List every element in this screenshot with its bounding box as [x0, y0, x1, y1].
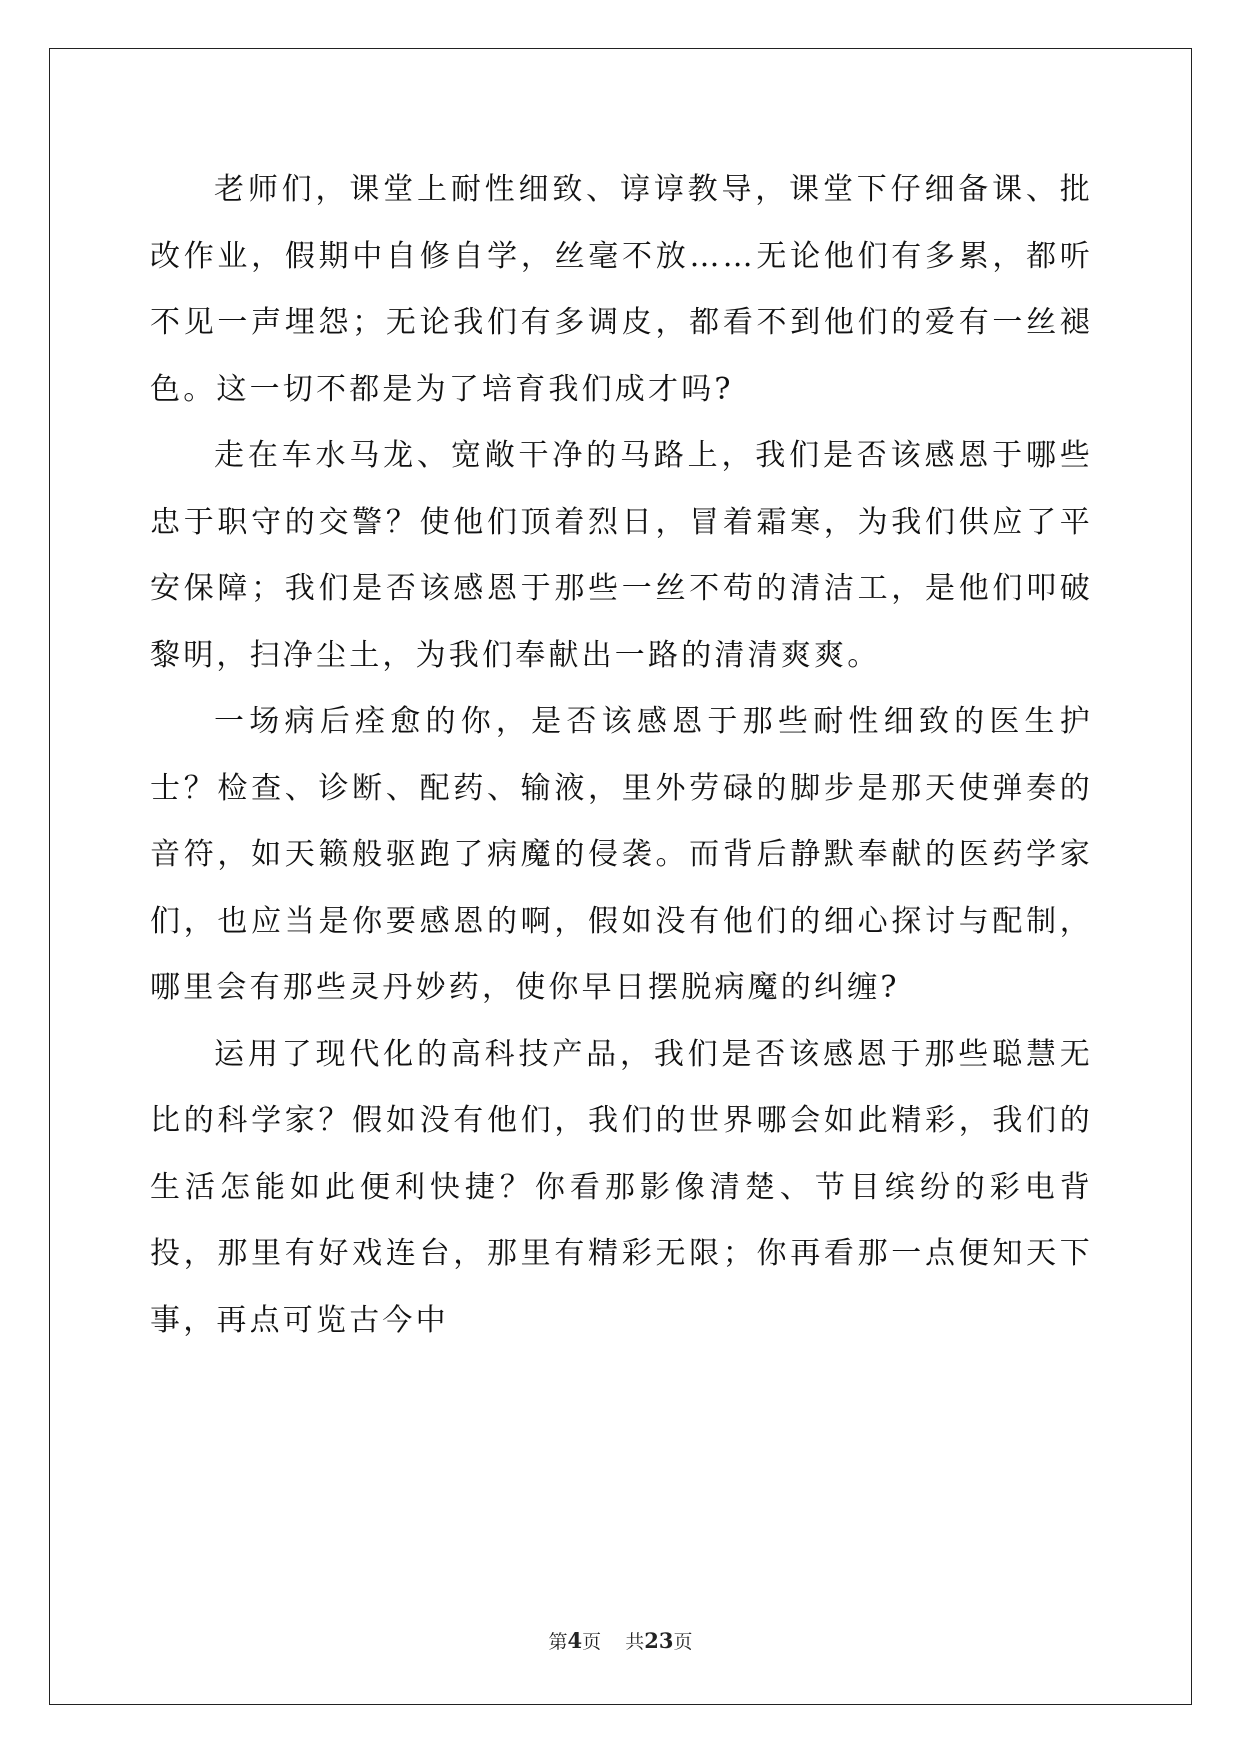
- total-prefix: 共: [625, 1631, 645, 1653]
- paragraph-teachers: 老师们，课堂上耐性细致、谆谆教导，课堂下仔细备课、批改作业，假期中自修自学，丝毫不放……无论他们有多累，都听不见一声埋怨；无论我们有多调皮，都看不到他们的爱有一丝褪色。这一切不都是为了培育我们成才吗?: [150, 172, 1093, 407]
- paragraph-scientists: 运用了现代化的高科技产品，我们是否该感恩于那些聪慧无比的科学家？假如没有他们，我们的世界哪会如此精彩，我们的生活怎能如此便利快捷？你看那影像清楚、节目缤纷的彩电背投，那里有好戏连台，那里有精彩无限；你再看那一点便知天下事，再点可览古今中: [150, 1036, 1093, 1338]
- paragraph-doctors: 一场病后痊愈的你，是否该感恩于那些耐性细致的医生护士？检查、诊断、配药、输液，里外劳碌的脚步是那天使弹奏的音符，如天籁般驱跑了病魔的侵袭。而背后静默奉献的医药学家们，也应当是你要感恩的啊，假如没有他们的细心探讨与配制，哪里会有那些灵丹妙药，使你早日摆脱病魔的纠缠?: [150, 704, 1093, 1005]
- page-footer: [0, 1627, 1241, 1654]
- paragraph-traffic-police: 走在车水马龙、宽敞干净的马路上，我们是否该感恩于哪些忠于职守的交警？使他们顶着烈日，冒着霜寒，为我们供应了平安保障；我们是否该感恩于那些一丝不苟的清洁工，是他们叩破黎明，扫净尘土，为我们奉献出一路的清清爽爽。: [150, 438, 1093, 673]
- total-suffix: 页: [673, 1631, 693, 1653]
- document-body: [150, 157, 1093, 1354]
- total-pages: 23: [644, 1628, 674, 1653]
- page-number: 4: [567, 1628, 583, 1653]
- page-prefix: 第: [548, 1631, 568, 1653]
- page-suffix: 页: [582, 1631, 602, 1653]
